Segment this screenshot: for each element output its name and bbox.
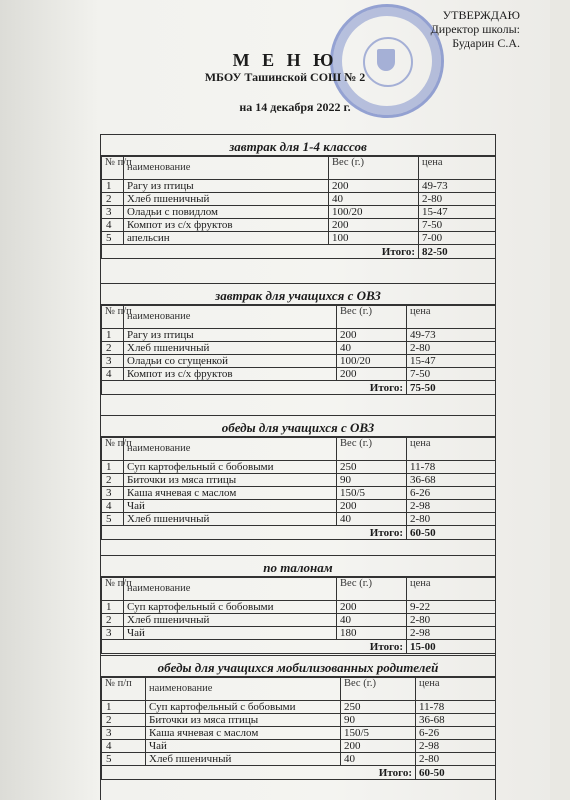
- row-weight: 200: [329, 180, 419, 193]
- table-row: [102, 342, 496, 355]
- row-price: 9-22: [407, 601, 496, 614]
- row-weight: 90: [337, 474, 407, 487]
- table-row: [102, 740, 496, 753]
- total-row: [102, 381, 496, 395]
- row-weight: 100: [329, 232, 419, 245]
- row-price: 11-78: [407, 461, 496, 474]
- col-weight-header: Вес (г.): [341, 678, 416, 701]
- row-weight: 180: [337, 627, 407, 640]
- total-label: Итого:: [102, 640, 407, 654]
- row-num: 5: [102, 232, 124, 245]
- col-weight-header: Вес (г.): [337, 578, 407, 601]
- menu-section: [101, 415, 495, 540]
- col-name-header: наименование: [124, 578, 337, 601]
- row-num: 3: [102, 727, 146, 740]
- col-price-header: цена: [416, 678, 496, 701]
- row-price: 36-68: [407, 474, 496, 487]
- row-name: Чай: [124, 500, 337, 513]
- section-title: обеды для учащихся с ОВЗ: [101, 415, 495, 437]
- col-name-header: наименование: [124, 438, 337, 461]
- row-weight: 200: [337, 500, 407, 513]
- row-num: 2: [102, 614, 124, 627]
- col-weight-header: Вес (г.): [337, 306, 407, 329]
- menu-section: [101, 283, 495, 395]
- row-name: Хлеб пшеничный: [124, 342, 337, 355]
- row-name: Суп картофельный с бобовыми: [124, 601, 337, 614]
- total-value: 15-00: [407, 640, 496, 654]
- row-weight: 40: [337, 614, 407, 627]
- row-name: Каша ячневая с маслом: [146, 727, 341, 740]
- row-price: 2-80: [419, 193, 496, 206]
- col-weight-header: Вес (г.): [337, 438, 407, 461]
- table-row: [102, 753, 496, 766]
- row-weight: 200: [329, 219, 419, 232]
- menu-section: [101, 655, 495, 780]
- table-row: [102, 714, 496, 727]
- row-weight: 40: [337, 342, 407, 355]
- row-name: Чай: [124, 627, 337, 640]
- section-title: завтрак для 1-4 классов: [101, 135, 495, 156]
- row-num: 2: [102, 342, 124, 355]
- table-header-row: [102, 578, 496, 601]
- table-row: [102, 500, 496, 513]
- row-num: 1: [102, 701, 146, 714]
- total-row: [102, 640, 496, 654]
- row-name: Чай: [146, 740, 341, 753]
- row-price: 7-00: [419, 232, 496, 245]
- col-num-header: № п/п: [102, 678, 146, 701]
- row-weight: 250: [341, 701, 416, 714]
- row-price: 7-50: [407, 368, 496, 381]
- row-name: апельсин: [124, 232, 329, 245]
- col-price-header: цена: [407, 438, 496, 461]
- row-num: 1: [102, 601, 124, 614]
- col-name-header: наименование: [124, 306, 337, 329]
- row-price: 7-50: [419, 219, 496, 232]
- table-row: [102, 487, 496, 500]
- row-price: 11-78: [416, 701, 496, 714]
- row-name: Компот из с/х фруктов: [124, 219, 329, 232]
- table-row: [102, 727, 496, 740]
- row-price: 15-47: [407, 355, 496, 368]
- total-value: 75-50: [407, 381, 496, 395]
- menu-date: на 14 декабря 2022 г.: [239, 100, 351, 114]
- total-value: 60-50: [416, 766, 496, 780]
- table-header-row: [102, 157, 496, 180]
- table-row: [102, 219, 496, 232]
- col-name-header: наименование: [124, 157, 329, 180]
- row-price: 2-80: [407, 513, 496, 526]
- row-weight: 200: [337, 601, 407, 614]
- row-price: 2-98: [407, 500, 496, 513]
- table-row: [102, 355, 496, 368]
- row-name: Компот из с/х фруктов: [124, 368, 337, 381]
- menu-section: [101, 135, 495, 259]
- approval-heading: УТВЕРЖДАЮ: [442, 8, 520, 22]
- row-weight: 150/5: [341, 727, 416, 740]
- row-name: Хлеб пшеничный: [124, 193, 329, 206]
- approval-name: Бударин С.А.: [452, 36, 520, 50]
- row-price: 6-26: [416, 727, 496, 740]
- total-row: [102, 526, 496, 540]
- table-row: [102, 329, 496, 342]
- row-price: 15-47: [419, 206, 496, 219]
- total-label: Итого:: [102, 245, 419, 259]
- row-weight: 100/20: [329, 206, 419, 219]
- approval-position: Директор школы:: [430, 22, 520, 36]
- col-price-header: цена: [407, 578, 496, 601]
- row-name: Хлеб пшеничный: [124, 614, 337, 627]
- row-num: 3: [102, 627, 124, 640]
- row-num: 2: [102, 193, 124, 206]
- row-price: 2-80: [416, 753, 496, 766]
- school-name: МБОУ Ташинской СОШ № 2: [204, 70, 366, 84]
- row-weight: 100/20: [337, 355, 407, 368]
- row-price: 6-26: [407, 487, 496, 500]
- row-name: Суп картофельный с бобовыми: [124, 461, 337, 474]
- total-value: 60-50: [407, 526, 496, 540]
- row-name: Каша ячневая с маслом: [124, 487, 337, 500]
- row-num: 1: [102, 329, 124, 342]
- table-row: [102, 193, 496, 206]
- col-price-header: цена: [419, 157, 496, 180]
- table-row: [102, 513, 496, 526]
- col-weight-header: Вес (г.): [329, 157, 419, 180]
- row-weight: 90: [341, 714, 416, 727]
- table-row: [102, 474, 496, 487]
- row-num: 3: [102, 206, 124, 219]
- menu-section: [101, 555, 495, 654]
- row-weight: 200: [341, 740, 416, 753]
- row-name: Рагу из птицы: [124, 180, 329, 193]
- table-row: [102, 627, 496, 640]
- total-label: Итого:: [102, 381, 407, 395]
- col-num-header: № п/п: [102, 157, 124, 180]
- col-num-header: № п/п: [102, 578, 124, 601]
- row-num: 3: [102, 487, 124, 500]
- table-row: [102, 701, 496, 714]
- row-name: Рагу из птицы: [124, 329, 337, 342]
- total-row: [102, 766, 496, 780]
- section-title: по талонам: [101, 555, 495, 577]
- row-weight: 250: [337, 461, 407, 474]
- row-num: 2: [102, 474, 124, 487]
- row-name: Оладьи с повидлом: [124, 206, 329, 219]
- col-num-header: № п/п: [102, 306, 124, 329]
- approval-block: [431, 8, 520, 50]
- row-price: 49-73: [407, 329, 496, 342]
- row-weight: 40: [341, 753, 416, 766]
- table-header-row: [102, 306, 496, 329]
- row-num: 2: [102, 714, 146, 727]
- row-num: 5: [102, 753, 146, 766]
- section-title: завтрак для учащихся с ОВЗ: [101, 283, 495, 305]
- row-weight: 150/5: [337, 487, 407, 500]
- page-title: М Е Н Ю: [232, 50, 338, 70]
- row-weight: 40: [337, 513, 407, 526]
- total-label: Итого:: [102, 526, 407, 540]
- section-title: обеды для учащихся мобилизованных родителей: [101, 655, 495, 677]
- row-weight: 200: [337, 329, 407, 342]
- total-value: 82-50: [419, 245, 496, 259]
- table-row: [102, 601, 496, 614]
- row-price: 36-68: [416, 714, 496, 727]
- row-weight: 40: [329, 193, 419, 206]
- table-row: [102, 368, 496, 381]
- table-row: [102, 461, 496, 474]
- row-num: 4: [102, 500, 124, 513]
- row-name: Оладьи со сгущенкой: [124, 355, 337, 368]
- table-row: [102, 206, 496, 219]
- col-num-header: № п/п: [102, 438, 124, 461]
- table-row: [102, 232, 496, 245]
- table-row: [102, 614, 496, 627]
- row-num: 5: [102, 513, 124, 526]
- table-row: [102, 180, 496, 193]
- row-weight: 200: [337, 368, 407, 381]
- row-price: 2-80: [407, 614, 496, 627]
- total-label: Итого:: [102, 766, 416, 780]
- row-name: Хлеб пшеничный: [146, 753, 341, 766]
- menu-frame: [100, 134, 496, 800]
- row-num: 3: [102, 355, 124, 368]
- col-price-header: цена: [407, 306, 496, 329]
- row-name: Суп картофельный с бобовыми: [146, 701, 341, 714]
- row-num: 4: [102, 368, 124, 381]
- row-name: Хлеб пшеничный: [124, 513, 337, 526]
- row-name: Биточки из мяса птицы: [146, 714, 341, 727]
- row-num: 4: [102, 219, 124, 232]
- row-price: 2-98: [416, 740, 496, 753]
- row-price: 49-73: [419, 180, 496, 193]
- table-header-row: [102, 438, 496, 461]
- row-price: 2-98: [407, 627, 496, 640]
- row-num: 4: [102, 740, 146, 753]
- row-num: 1: [102, 461, 124, 474]
- row-num: 1: [102, 180, 124, 193]
- row-price: 2-80: [407, 342, 496, 355]
- table-header-row: [102, 678, 496, 701]
- col-name-header: наименование: [146, 678, 341, 701]
- total-row: [102, 245, 496, 259]
- row-name: Биточки из мяса птицы: [124, 474, 337, 487]
